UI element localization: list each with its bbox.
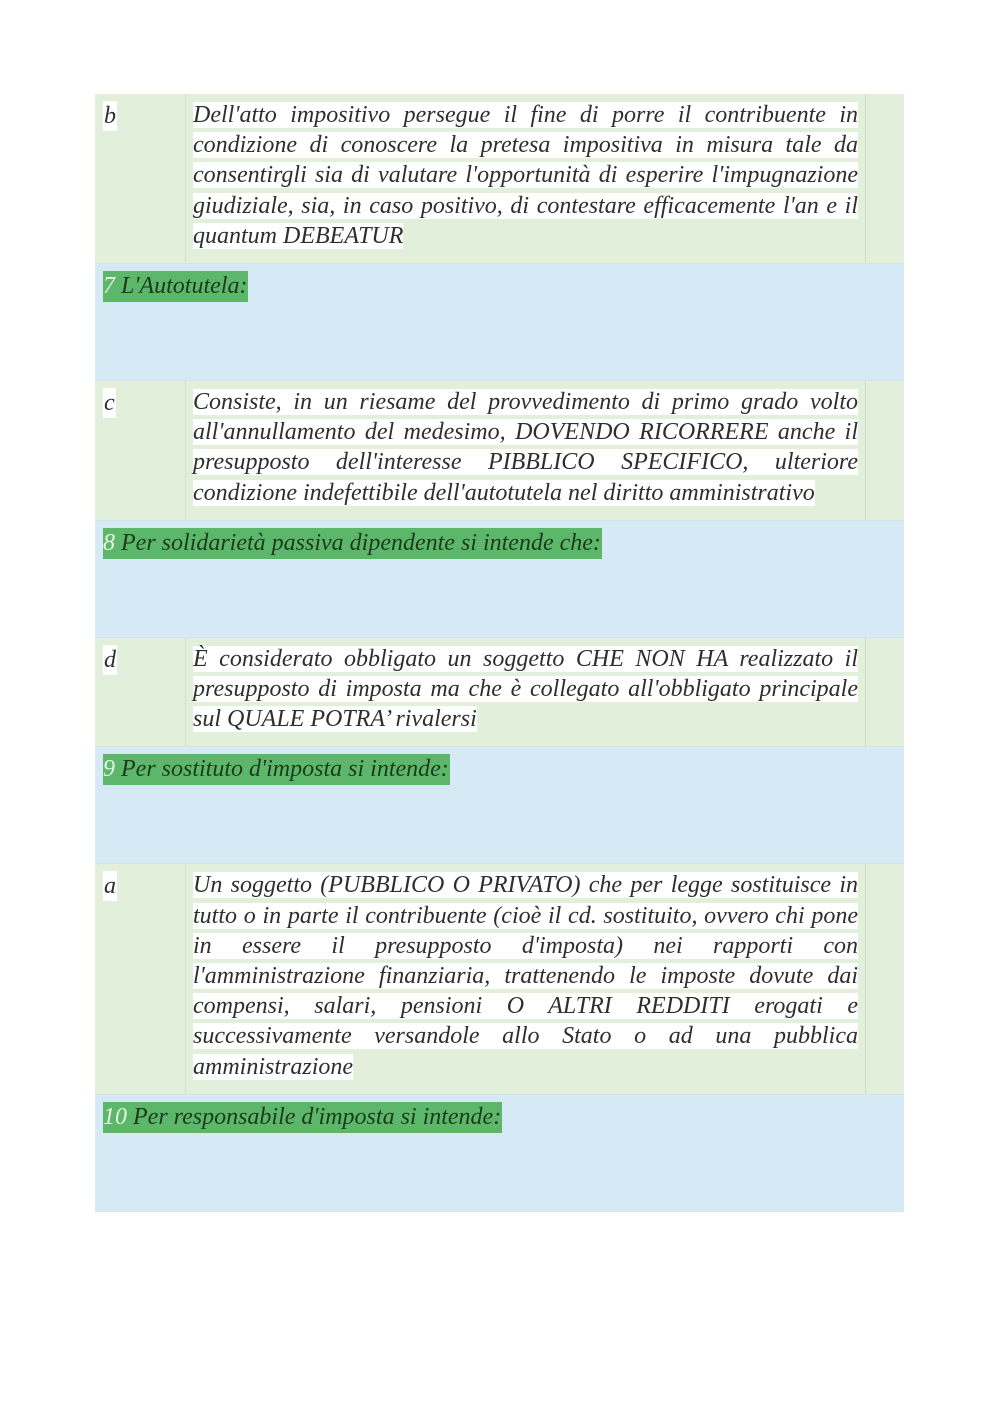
question-line (103, 754, 450, 785)
question-text: Per solidarietà passiva dipendente si intende che: (121, 529, 601, 556)
question-text: Per sostituto d'imposta si intende: (121, 756, 449, 783)
question-row-9 (95, 747, 904, 864)
answer-text (193, 94, 858, 263)
question-number: 10 (103, 1103, 127, 1130)
answer-row-a (95, 864, 904, 1094)
question-line (103, 1102, 502, 1133)
answer-letter: a (104, 873, 116, 900)
answer-text-content: Dell'atto impositivo persegue il fine di porre il contribuente in condizione di conoscere la pretesa impositiva in misura tale da consentirgli sia di valutare l'opportunità di esperire l'impugnazione giudiziale, sia, in caso positivo, di contestare efficacemente l'an e il quantum DEBEATUR (193, 102, 858, 249)
answer-letter: d (104, 646, 116, 673)
answer-row-d (95, 638, 904, 748)
question-row-10 (95, 1095, 904, 1212)
right-column (865, 638, 904, 747)
question-text: L'Autotutela: (121, 273, 248, 300)
question-number: 7 (103, 273, 115, 300)
column-divider (185, 94, 186, 263)
question-line (103, 528, 602, 559)
question-row-7 (95, 264, 904, 381)
answer-text-content: Consiste, in un riesame del provvedimento di primo grado volto all'annullamento del medesimo, DOVENDO RICORRERE anche il presupposto dell'interesse PIBBLICO SPECIFICO, ulteriore condizione indefettibile dell'autotutela nel diritto amministrativo (193, 389, 858, 506)
answer-text (193, 864, 858, 1093)
answer-letter: c (104, 390, 115, 417)
question-line (103, 271, 248, 302)
right-column (865, 381, 904, 520)
column-divider (185, 638, 186, 747)
answer-text-content: È considerato obbligato un soggetto CHE NON HA realizzato il presupposto di imposta ma che è collegato all'obbligato principale sul QUALE POTRA’ rivalersi (193, 645, 858, 733)
answer-text (193, 638, 858, 747)
answer-row-c (95, 381, 904, 521)
right-column (865, 94, 904, 263)
answer-text (193, 381, 858, 520)
right-column (865, 864, 904, 1093)
answer-letter: b (104, 103, 116, 129)
question-number: 8 (103, 529, 115, 556)
column-divider (185, 381, 186, 520)
question-number: 9 (103, 756, 115, 783)
quiz-table (95, 94, 904, 1212)
column-divider (185, 864, 186, 1093)
answer-text-content: Un soggetto (PUBBLICO O PRIVATO) che per legge sostituisce in tutto o in parte il contribuente (cioè il cd. sostituito, ovvero chi pone in essere il presupposto d'imposta) nei rapporti con l'amministrazione finanziaria, trattenendo le imposte dovute dai compensi, salari, pensioni O ALTRI REDDITI erogati e successivamente versandole allo Stato o ad una pubblica amministrazione (193, 872, 858, 1080)
question-row-8 (95, 521, 904, 638)
question-text: Per responsabile d'imposta si intende: (133, 1103, 502, 1130)
answer-row-b (95, 94, 904, 264)
